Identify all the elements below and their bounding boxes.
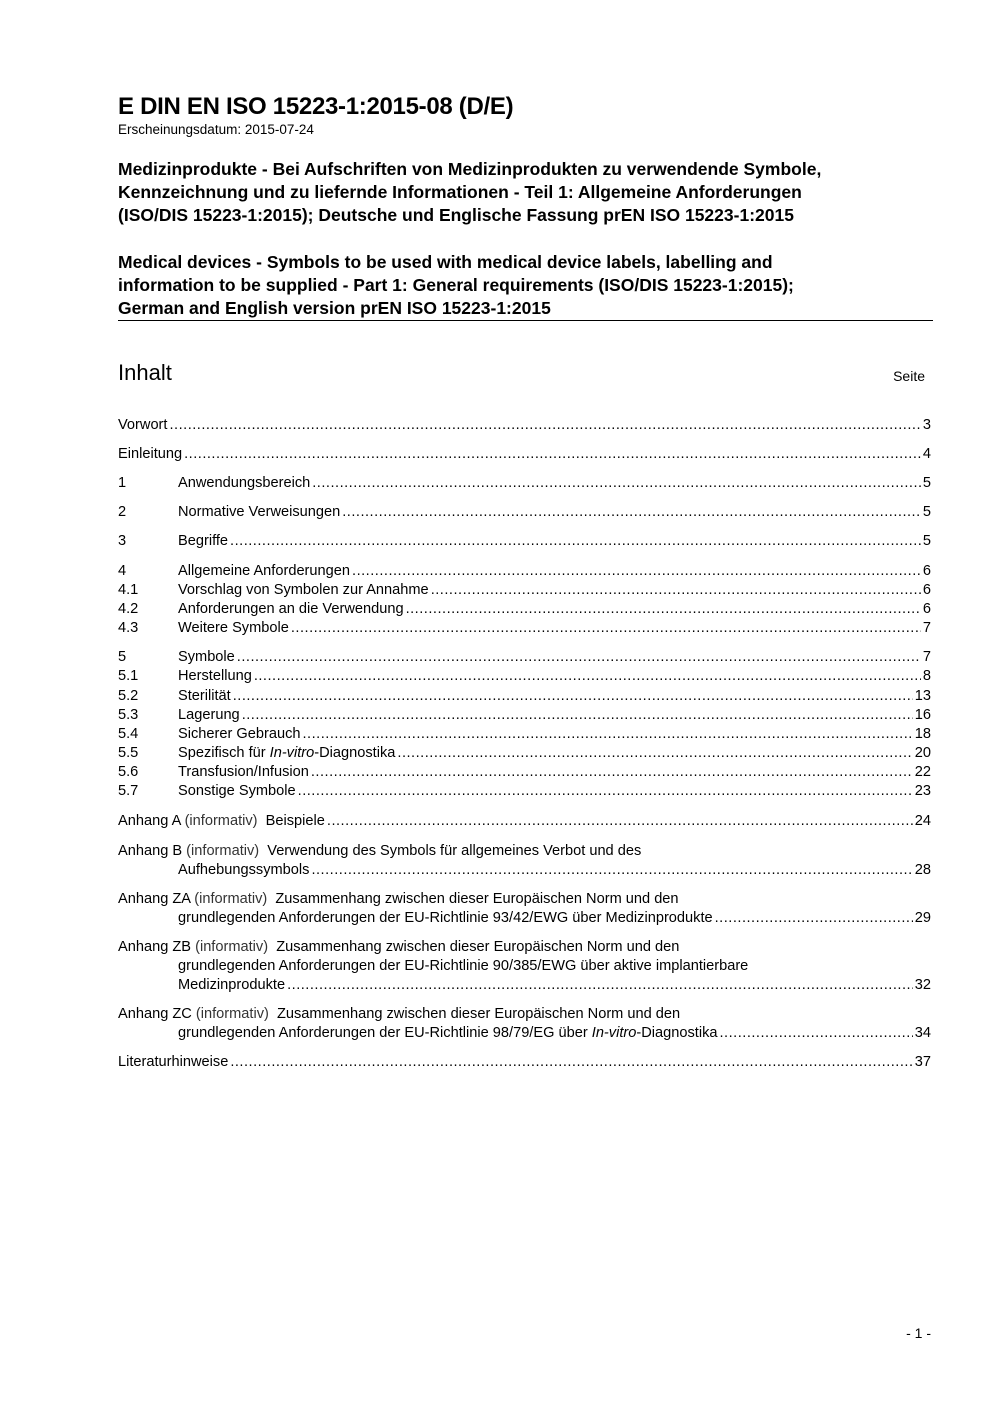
toc-entry-title: Lagerung bbox=[178, 707, 240, 723]
toc-leader-dots bbox=[291, 619, 921, 639]
toc-entry-section-1[interactable] bbox=[118, 474, 931, 494]
title-divider bbox=[118, 320, 933, 321]
toc-entry-page: 6 bbox=[922, 601, 931, 617]
toc-entry-number: 5.2 bbox=[118, 688, 139, 704]
toc-entry-section-5-6[interactable] bbox=[118, 763, 931, 783]
toc-entry-section-4-1[interactable] bbox=[118, 581, 931, 601]
toc-entry-number: 4.1 bbox=[118, 582, 139, 598]
toc-entry-section-5-5[interactable] bbox=[118, 744, 931, 764]
annex-label: Anhang ZB bbox=[118, 939, 192, 955]
annex-title-continuation: Medizinprodukte bbox=[178, 977, 286, 993]
toc-entry-section-4-3[interactable] bbox=[118, 619, 931, 639]
toc-entry-page: 37 bbox=[914, 1054, 931, 1070]
page-number: - 1 - bbox=[906, 1325, 931, 1341]
document-page bbox=[118, 0, 933, 1403]
toc-entry-title: Weitere Symbole bbox=[178, 620, 289, 636]
toc-entry-page: 16 bbox=[914, 707, 931, 723]
toc-leader-dots bbox=[720, 1024, 913, 1044]
toc-entry-title: Vorschlag von Symbolen zur Annahme bbox=[178, 582, 429, 598]
toc-entry-number: 5 bbox=[118, 649, 127, 665]
toc-entry-annex-b[interactable] bbox=[118, 842, 641, 862]
toc-entry-title: Begriffe bbox=[178, 533, 229, 549]
title-german bbox=[118, 158, 933, 227]
toc-leader-dots bbox=[397, 744, 912, 764]
toc-entry-number: 3 bbox=[118, 533, 127, 549]
toc-entry-title: Herstellung bbox=[178, 668, 252, 684]
toc-leader-dots bbox=[298, 782, 913, 802]
toc-heading: Inhalt bbox=[118, 360, 172, 385]
toc-entry-page: 5 bbox=[922, 504, 931, 520]
toc-entry-number: 2 bbox=[118, 504, 127, 520]
toc-leader-dots bbox=[242, 706, 913, 726]
toc-leader-dots bbox=[230, 1053, 912, 1073]
toc-entry-literatur[interactable] bbox=[118, 1053, 931, 1073]
toc-entry-page: 32 bbox=[914, 977, 931, 993]
publication-date: Erscheinungsdatum: 2015-07-24 bbox=[118, 122, 314, 137]
toc-entry-page: 22 bbox=[914, 764, 931, 780]
annex-title-continuation: grundlegenden Anforderungen der EU-Richtlinie 90/385/EWG über aktive implantierbare bbox=[178, 958, 749, 974]
title-german-line: Medizinprodukte - Bei Aufschriften von Medizinprodukten zu verwendende Symbole, bbox=[118, 159, 822, 179]
toc-entry-title: Vorwort bbox=[118, 417, 168, 433]
toc-entry-title: Allgemeine Anforderungen bbox=[178, 563, 351, 579]
toc-entry-annex-zb[interactable] bbox=[118, 938, 679, 958]
toc-leader-dots bbox=[406, 600, 921, 620]
toc-entry-section-5-1[interactable] bbox=[118, 667, 931, 687]
annex-info: (informativ) bbox=[184, 813, 258, 829]
toc-entry-page: 6 bbox=[922, 563, 931, 579]
toc-entry-number: 5.4 bbox=[118, 726, 139, 742]
toc-entry-title: Einleitung bbox=[118, 446, 183, 462]
toc-leader-dots bbox=[715, 909, 913, 929]
toc-entry-title: Anwendungsbereich bbox=[178, 475, 311, 491]
title-german-line: Kennzeichnung und zu liefernde Informationen - Teil 1: Allgemeine Anforderungen bbox=[118, 182, 802, 202]
toc-leader-dots bbox=[233, 687, 913, 707]
toc-entry-page: 5 bbox=[922, 475, 931, 491]
toc-entry-title-part: -Diagnostika bbox=[636, 1025, 718, 1041]
toc-entry-page: 8 bbox=[922, 668, 931, 684]
toc-leader-dots bbox=[237, 648, 921, 668]
toc-entry-section-4-2[interactable] bbox=[118, 600, 931, 620]
toc-entry-number: 5.1 bbox=[118, 668, 139, 684]
toc-entry-title: Normative Verweisungen bbox=[178, 504, 341, 520]
toc-entry-title-italic: In-vitro bbox=[591, 1025, 637, 1041]
toc-entry-title bbox=[118, 812, 325, 832]
toc-entry-title: Symbole bbox=[178, 649, 235, 665]
toc-leader-dots bbox=[431, 581, 921, 601]
toc-entry-page: 5 bbox=[922, 533, 931, 549]
annex-label: Anhang ZC bbox=[118, 1006, 192, 1022]
annex-label: Anhang A bbox=[118, 813, 181, 829]
annex-title-continuation bbox=[178, 1024, 718, 1044]
toc-entry-number: 4.3 bbox=[118, 620, 139, 636]
toc-entry-page: 3 bbox=[922, 417, 931, 433]
toc-entry-page: 13 bbox=[914, 688, 931, 704]
toc-entry-section-5-7[interactable] bbox=[118, 782, 931, 802]
toc-entry-section-5[interactable] bbox=[118, 648, 931, 668]
toc-leader-dots bbox=[327, 812, 913, 832]
toc-entry-page: 7 bbox=[922, 620, 931, 636]
toc-entry-section-4[interactable] bbox=[118, 562, 931, 582]
toc-entry-title bbox=[178, 744, 395, 764]
toc-leader-dots bbox=[352, 562, 921, 582]
toc-leader-dots bbox=[169, 416, 920, 436]
document-id: E DIN EN ISO 15223-1:2015-08 (D/E) bbox=[118, 93, 514, 120]
toc-entry-title: Transfusion/Infusion bbox=[178, 764, 309, 780]
toc-entry-vorwort[interactable] bbox=[118, 416, 931, 436]
toc-entry-page: 6 bbox=[922, 582, 931, 598]
toc-entry-annex-zc[interactable] bbox=[118, 1005, 680, 1025]
toc-leader-dots bbox=[312, 474, 921, 494]
toc-entry-number: 5.5 bbox=[118, 745, 139, 761]
toc-entry-section-5-3[interactable] bbox=[118, 706, 931, 726]
annex-info: (informativ) bbox=[194, 891, 268, 907]
toc-entry-title: Sicherer Gebrauch bbox=[178, 726, 301, 742]
toc-entry-title: Anforderungen an die Verwendung bbox=[178, 601, 404, 617]
annex-title: Verwendung des Symbols für allgemeines Verbot und des bbox=[267, 843, 642, 859]
annex-label: Anhang ZA bbox=[118, 891, 191, 907]
toc-entry-number: 4.2 bbox=[118, 601, 139, 617]
title-english-line: information to be supplied - Part 1: General requirements (ISO/DIS 15223-1:2015); bbox=[118, 275, 794, 295]
annex-title-continuation: Aufhebungssymbols bbox=[178, 862, 310, 878]
toc-entry-number: 5.6 bbox=[118, 764, 139, 780]
toc-entry-annex-a[interactable] bbox=[118, 812, 931, 832]
toc-entry-einleitung[interactable] bbox=[118, 445, 931, 465]
toc-entry-page: 7 bbox=[922, 649, 931, 665]
toc-leader-dots bbox=[287, 976, 913, 996]
toc-entry-annex-zc-continuation[interactable] bbox=[178, 1024, 931, 1044]
toc-entry-page: 4 bbox=[922, 446, 931, 462]
title-english-line: Medical devices - Symbols to be used with medical device labels, labelling and bbox=[118, 252, 773, 272]
annex-info: (informativ) bbox=[195, 939, 269, 955]
toc-entry-title: Sonstige Symbole bbox=[178, 783, 296, 799]
toc-entry-number: 1 bbox=[118, 475, 127, 491]
toc-entry-annex-za-continuation[interactable] bbox=[178, 909, 931, 929]
toc-entry-title-part: Spezifisch für bbox=[178, 745, 270, 761]
annex-info: (informativ) bbox=[186, 843, 260, 859]
toc-entry-page: 29 bbox=[914, 910, 931, 926]
toc-entry-title-part: grundlegenden Anforderungen der EU-Richtlinie 98/79/EG über bbox=[178, 1025, 592, 1041]
toc-entry-page: 18 bbox=[914, 726, 931, 742]
title-english bbox=[118, 251, 933, 320]
toc-entry-annex-zb-continuation[interactable] bbox=[178, 976, 931, 996]
annex-label: Anhang B bbox=[118, 843, 183, 859]
annex-title: Zusammenhang zwischen dieser Europäischen Norm und den bbox=[275, 891, 679, 907]
toc-entry-title-italic: In-vitro bbox=[269, 745, 315, 761]
toc-leader-dots bbox=[230, 532, 921, 552]
annex-title-continuation: grundlegenden Anforderungen der EU-Richtlinie 93/42/EWG über Medizinprodukte bbox=[178, 910, 713, 926]
toc-entry-title-part: -Diagnostika bbox=[314, 745, 396, 761]
toc-leader-dots bbox=[311, 763, 913, 783]
toc-entry-page: 24 bbox=[914, 813, 931, 829]
toc-entry-annex-za[interactable] bbox=[118, 890, 679, 910]
annex-title: Beispiele bbox=[265, 813, 325, 829]
toc-entry-page: 23 bbox=[914, 783, 931, 799]
toc-entry-number: 5.7 bbox=[118, 783, 139, 799]
toc-entry-title: Literaturhinweise bbox=[118, 1054, 229, 1070]
toc-entry-number: 5.3 bbox=[118, 707, 139, 723]
toc-leader-dots bbox=[303, 725, 913, 745]
toc-entry-page: 20 bbox=[914, 745, 931, 761]
toc-leader-dots bbox=[184, 445, 921, 465]
toc-entry-annex-b-continuation[interactable] bbox=[178, 861, 931, 881]
toc-entry-title: Sterilität bbox=[178, 688, 231, 704]
title-german-line: (ISO/DIS 15223-1:2015); Deutsche und Englische Fassung prEN ISO 15223-1:2015 bbox=[118, 205, 794, 225]
toc-page-column-label: Seite bbox=[893, 368, 925, 384]
title-english-line: German and English version prEN ISO 15223-1:2015 bbox=[118, 298, 551, 318]
toc-entry-page: 34 bbox=[914, 1025, 931, 1041]
annex-title: Zusammenhang zwischen dieser Europäischen Norm und den bbox=[276, 1006, 681, 1022]
toc-entry-section-5-4[interactable] bbox=[118, 725, 931, 745]
toc-entry-section-3[interactable] bbox=[118, 532, 931, 552]
toc-leader-dots bbox=[254, 667, 921, 687]
annex-info: (informativ) bbox=[195, 1006, 269, 1022]
toc-entry-page: 28 bbox=[914, 862, 931, 878]
toc-entry-section-2[interactable] bbox=[118, 503, 931, 523]
toc-leader-dots bbox=[311, 861, 912, 881]
annex-title: Zusammenhang zwischen dieser Europäischen Norm und den bbox=[276, 939, 680, 955]
toc-entry-section-5-2[interactable] bbox=[118, 687, 931, 707]
toc-entry-number: 4 bbox=[118, 563, 127, 579]
toc-leader-dots bbox=[342, 503, 921, 523]
